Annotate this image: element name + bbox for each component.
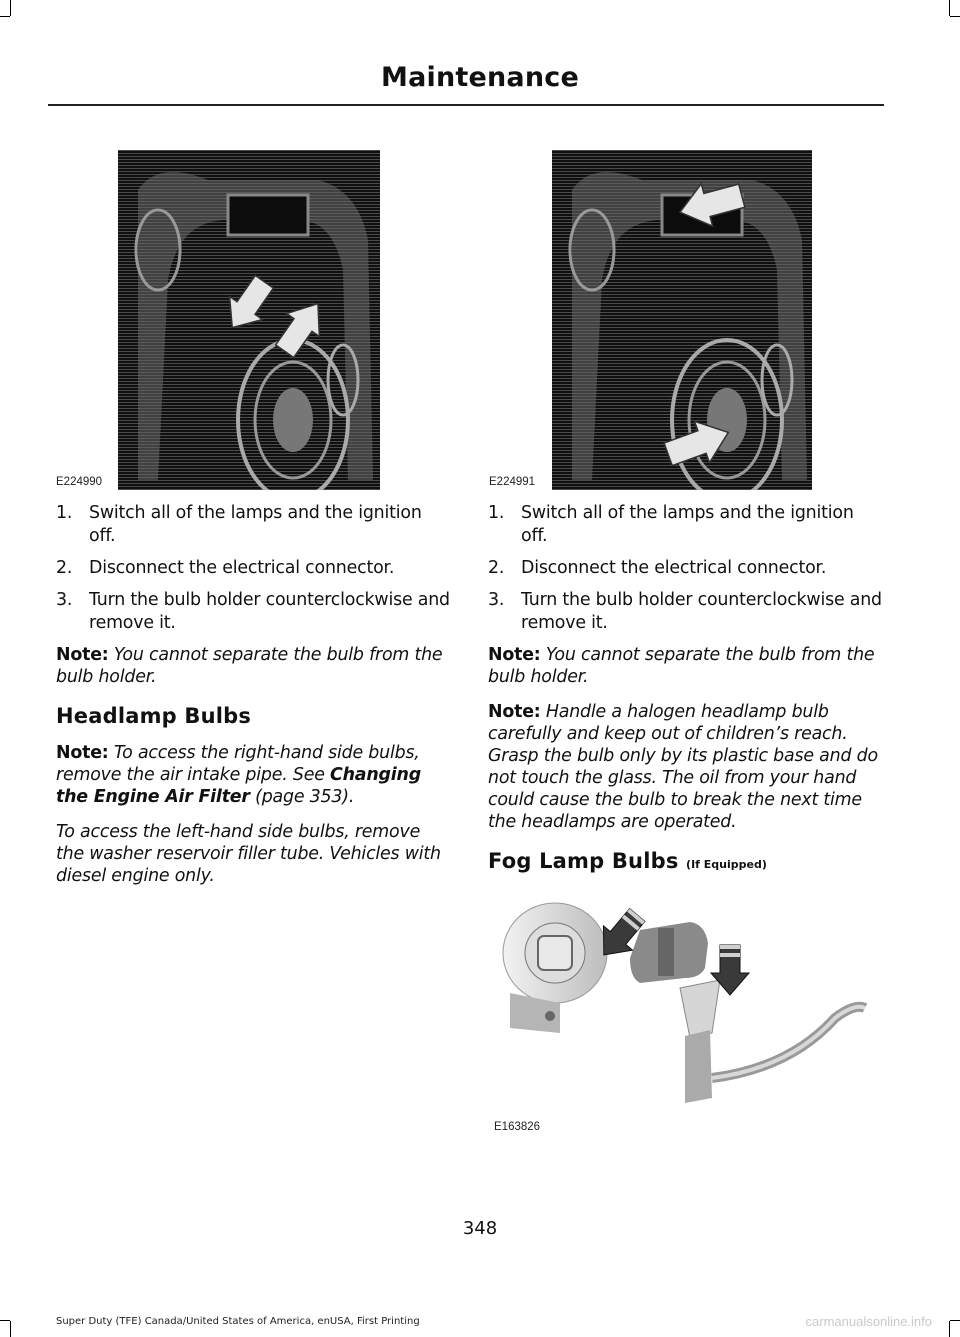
crop-mark — [0, 16, 10, 17]
paragraph: To access the left-hand side bulbs, remove the washer reservoir filler tube. Vehicles with diesel engine only. — [56, 822, 441, 886]
list-item: 3. Turn the bulb holder counterclockwise and remove it. — [488, 590, 882, 633]
step-list — [56, 502, 451, 635]
footer-text: Super Duty (TFE) Canada/United States of America, enUSA, First Printing — [56, 1316, 420, 1327]
page-title: Maintenance — [381, 62, 579, 93]
note: Note: You cannot separate the bulb from the bulb holder. — [488, 645, 875, 687]
figure-code: E163826 — [494, 1121, 541, 1133]
list-item: 2. Disconnect the electrical connector. — [488, 558, 827, 578]
note: Note: Handle a halogen headlamp bulb carefully and keep out of children’s reach. Grasp the bulb only by its plastic base and do not touch the glass. The oil from your hand could cause the bulb to break the next time the headlamps are operated. — [488, 702, 878, 832]
header-divider — [48, 104, 884, 106]
crop-mark — [0, 1320, 10, 1321]
list-item: 2. Disconnect the electrical connector. — [56, 558, 395, 578]
crop-mark — [950, 16, 960, 17]
crop-mark — [10, 1321, 11, 1337]
section-heading: Headlamp Bulbs — [56, 704, 252, 728]
watermark: carmanualsonline.info — [805, 1314, 932, 1329]
figure-code: E224991 — [489, 476, 536, 488]
headlamp-bulb-illustration-left — [118, 150, 380, 490]
left-column — [56, 502, 451, 900]
section-heading: Fog Lamp Bulbs (If Equipped) — [488, 849, 767, 873]
crop-mark — [949, 1321, 950, 1337]
cross-reference-link[interactable]: Changing the Engine Air Filter — [56, 765, 421, 807]
headlamp-bulb-illustration-right — [552, 150, 812, 490]
list-item: 3. Turn the bulb holder counterclockwise and remove it. — [56, 590, 450, 633]
right-column — [488, 502, 883, 887]
crop-mark — [949, 0, 950, 16]
note: Note: To access the right-hand side bulbs, remove the air intake pipe. See Changing the Engine Air Filter (page 353). — [56, 743, 421, 807]
list-item: 1. Switch all of the lamps and the ignition off. — [56, 503, 422, 546]
page-number: 348 — [462, 1218, 498, 1239]
step-list — [488, 502, 883, 635]
crop-mark — [10, 0, 11, 16]
note: Note: You cannot separate the bulb from the bulb holder. — [56, 645, 443, 687]
fog-lamp-bulb-illustration — [490, 898, 880, 1113]
crop-mark — [950, 1320, 960, 1321]
list-item: 1. Switch all of the lamps and the ignition off. — [488, 503, 854, 546]
figure-code: E224990 — [56, 476, 103, 488]
